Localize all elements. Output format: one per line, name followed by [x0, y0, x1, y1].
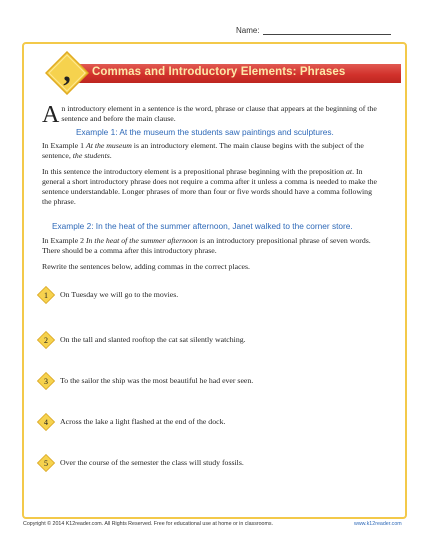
- example-1: Example 1: At the museum the students saw paintings and sculptures.: [76, 127, 334, 137]
- svg-text:3: 3: [44, 377, 48, 386]
- number-badge-icon: [37, 286, 55, 304]
- example-2: Example 2: In the heat of the summer afternoon, Janet walked to the corner store.: [52, 221, 353, 231]
- svg-text:1: 1: [44, 291, 48, 300]
- intro-paragraph: [42, 102, 377, 128]
- exercise-sentence: To the sailor the ship was the most beautiful he had ever seen.: [60, 376, 254, 385]
- name-row: [236, 26, 391, 35]
- footer-copyright: Copyright © 2014 K12reader.com. All Rights Reserved. Free for educational use at home or in classrooms.: [23, 521, 274, 527]
- svg-text:2: 2: [44, 336, 48, 345]
- instruction-text: Rewrite the sentences below, adding commas in the correct places.: [42, 262, 250, 271]
- svg-text:4: 4: [44, 418, 48, 427]
- intro-text: n introductory element in a sentence is the word, phrase or clause that appears at the beginning of the sentence and before the main clause.: [61, 104, 377, 123]
- svg-text:5: 5: [44, 459, 48, 468]
- number-badge-icon: [37, 454, 55, 472]
- name-line-field[interactable]: [263, 26, 391, 35]
- exercise-sentence: On the tall and slanted rooftop the cat sat silently watching.: [60, 335, 246, 344]
- name-label: Name:: [236, 26, 260, 35]
- exercise-sentence: Over the course of the semester the class will study fossils.: [60, 458, 244, 467]
- explanation-paragraph-1: In Example 1 At the museum is an introductory element. The main clause begins with the subject of the sentence, the students.: [42, 141, 364, 160]
- footer-url-link[interactable]: www.k12reader.com: [354, 521, 402, 527]
- page-title: Commas and Introductory Elements: Phrases: [92, 66, 346, 78]
- exercise-sentence: On Tuesday we will go to the movies.: [60, 290, 179, 299]
- number-badge-icon: [37, 331, 55, 349]
- title-bar: [76, 64, 401, 83]
- intro-dropcap: A: [42, 102, 60, 128]
- badge-glyph: ,: [63, 55, 71, 88]
- number-badge-icon: [37, 372, 55, 390]
- explanation-paragraph-3: In Example 2 In the heat of the summer afternoon is an introductory prepositional phrase of seven words. There should be a comma after this introductory phrase.: [42, 236, 371, 255]
- comma-badge-icon: [45, 51, 89, 95]
- number-badge-icon: [37, 413, 55, 431]
- exercise-sentence: Across the lake a light flashed at the end of the dock.: [60, 417, 226, 426]
- explanation-paragraph-2: In this sentence the introductory element is a prepositional phrase beginning with the preposition at. In general a short introductory phrase does not require a comma after it unless a comma is needed to make the sentence understandable. Longer phrases of more than four or five words should have a comma following the phrase.: [42, 167, 377, 206]
